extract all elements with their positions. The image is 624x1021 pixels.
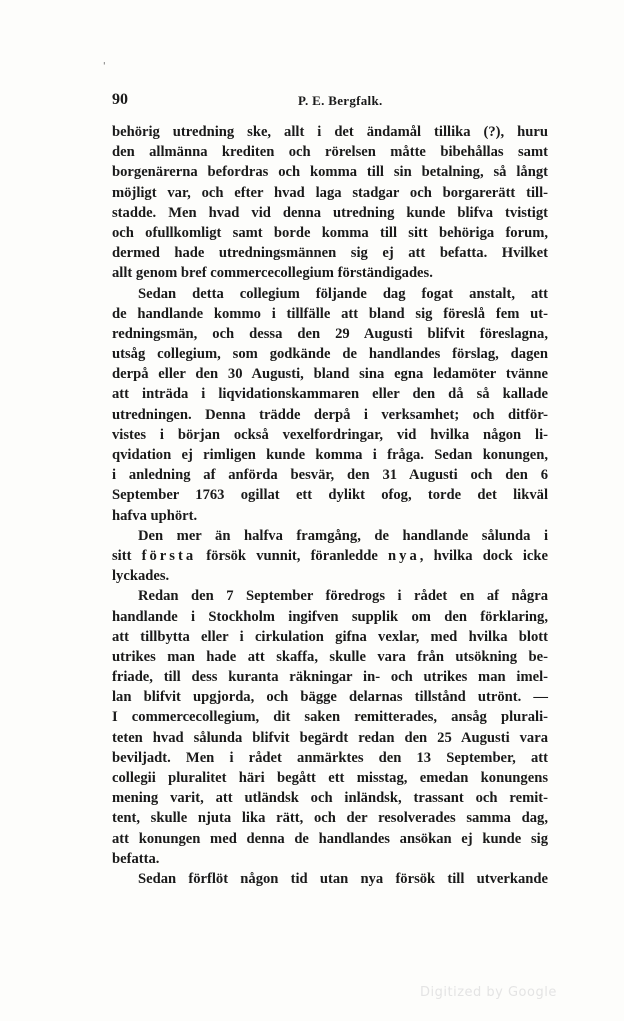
text-line: att tillbytta eller i cirkulation gifna vexlar, med hvilka blott (112, 628, 548, 645)
text-line: dermed hade utredningsmännen sig ej att befatta. Hvilket (112, 245, 548, 262)
text-line: collegii pluralitet häri begått ett misstag, emedan konungens (112, 770, 548, 786)
page-header (112, 91, 546, 113)
text-line: befatta. (112, 850, 160, 867)
text-line: Sedan detta collegium följande dag fogat anstalt, att (138, 285, 548, 302)
text-line: Sedan förflöt någon tid utan nya försök till utverkande (138, 870, 548, 887)
paragraph-5 (112, 869, 548, 889)
emphasis-spaced: nya (388, 547, 420, 564)
text-fragment: , hvilka dock icke (419, 547, 548, 564)
text-line: qvidation ej rimligen kunde komma i fråga. Sedan konungen, (112, 447, 548, 463)
text-line: utredningen. Denna trädde derpå i verksamhet; och ditför- (112, 406, 548, 423)
text-line: att inträda i liqvidationskammaren eller den då så kallade (112, 386, 548, 403)
paragraph-1 (112, 122, 548, 284)
stray-mark: ' (103, 62, 106, 72)
text-line: vistes i början också vexelfordringar, vid hvilka någon li- (112, 426, 548, 443)
paragraph-3 (112, 526, 548, 587)
text-line: derpå eller den 30 Augusti, bland sina egna ledamöter tvänne (112, 366, 548, 383)
paragraph-4 (112, 586, 548, 869)
text-line: redningsmän, och dessa den 29 Augusti blifvit föreslagna, (112, 325, 548, 342)
text-line: att konungen med denna de handlandes ansökan ej kunde sig (112, 830, 548, 847)
text-line: teten hvad sålunda blifvit begärdt redan den 25 Augusti vara (112, 729, 548, 746)
text-line: lan blifvit upgjorda, och bägge delarnas tillstånd utrönt. — (112, 689, 548, 706)
text-line: lyckades. (112, 568, 170, 585)
text-line: handlande i Stockholm ingifven supplik om den förklaring, (112, 608, 548, 625)
text-line: den allmänna krediten och rörelsen måtte bibehållas samt (112, 144, 548, 161)
text-line: Den mer än halfva framgång, de handlande sålunda i (138, 527, 548, 544)
text-line: stadde. Men hvad vid denna utredning kunde blifva tvistigt (112, 204, 548, 221)
text-line: i anledning af anförda besvär, den 31 Augusti och den 6 (112, 467, 548, 484)
text-line: I commercecollegium, dit saken remitterades, ansåg plurali- (112, 709, 548, 726)
text-line: tent, skulle njuta lika rätt, och der resolverades samma dag, (112, 810, 548, 827)
text-line: de handlande kommo i tillfälle att bland sig föreslå fem ut- (112, 305, 548, 322)
digitization-watermark: Digitized by Google (420, 985, 557, 1000)
text-line: beviljadt. Men i rådet anmärktes den 13 September, att (112, 749, 548, 766)
text-line: utrikes man hade att skaffa, skulle vara från utsökning be- (112, 648, 548, 665)
text-line: och ofullkomligt samt borde komma till sitt behöriga forum, (112, 224, 548, 241)
text-line: behörig utredning ske, allt i det ändamål tillika (?), huru (112, 124, 548, 140)
text-line: friade, till dess kuranta räkningar in- och utrikes man imel- (112, 669, 548, 686)
text-fragment: försök vunnit, föranledde (196, 547, 389, 564)
text-line: Redan den 7 September föredrogs i rådet en af några (138, 588, 548, 605)
page-number: 90 (112, 91, 128, 108)
paragraph-2 (112, 284, 548, 526)
emphasis-spaced: första (141, 547, 197, 564)
body-text (112, 122, 548, 889)
text-line: möjligt var, och efter hvad laga stadgar och borgarerätt till- (112, 184, 548, 201)
text-fragment: sitt (112, 547, 142, 564)
text-line: hafva uphört. (112, 507, 198, 524)
running-head: P. E. Bergfalk. (298, 93, 383, 108)
text-line: September 1763 ogillat ett dylikt ofog, torde det likväl (112, 487, 548, 504)
text-line: borgenärerna befordras och komma till sin betalning, så långt (112, 164, 548, 181)
text-line: mening varit, att utländsk och inländsk, trassant och remit- (112, 790, 548, 807)
text-line: utsåg collegium, som godkände de handlandes förslag, dagen (112, 346, 548, 363)
text-line-spaced (112, 546, 548, 566)
text-line: allt genom bref commercecollegium förständigades. (112, 265, 433, 282)
